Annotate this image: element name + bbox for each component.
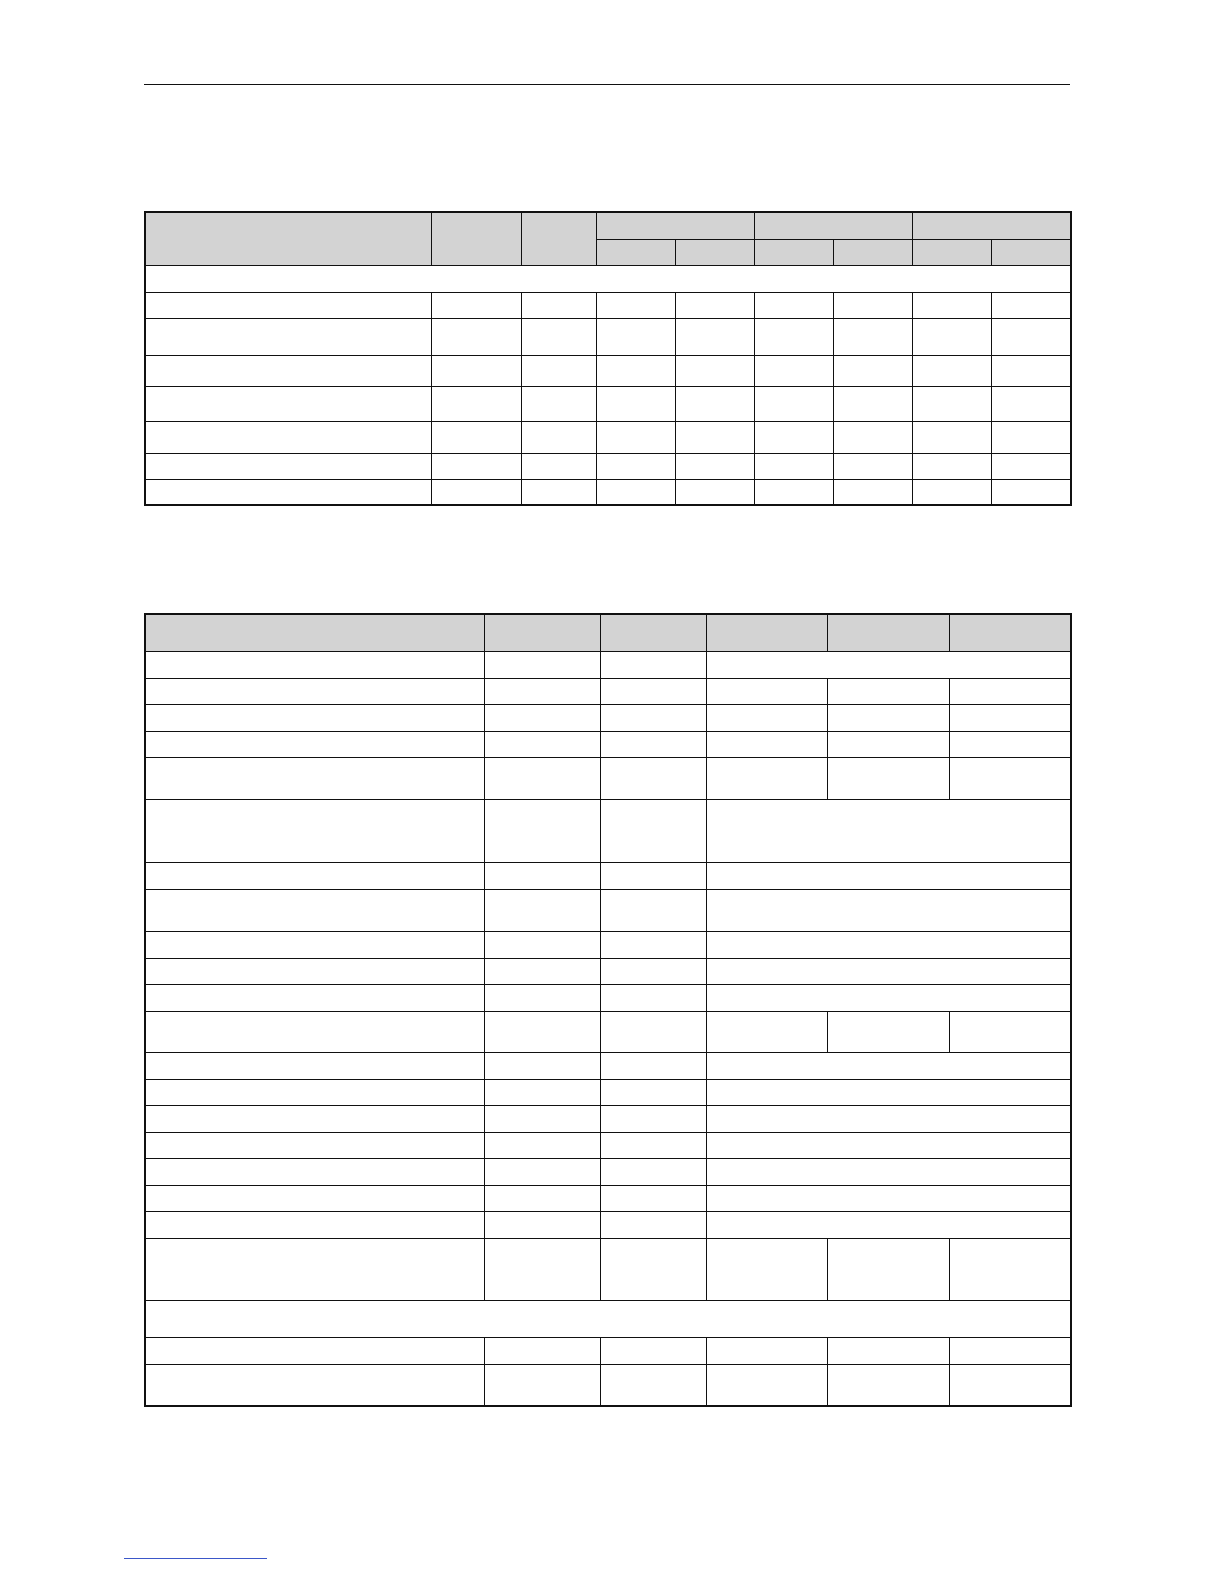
table-merged-cell	[706, 1185, 1071, 1211]
table-cell	[827, 678, 949, 704]
table-cell	[991, 386, 1071, 421]
table-cell	[991, 453, 1071, 479]
table-2-header-cell	[600, 614, 706, 651]
table-cell	[145, 651, 484, 678]
table-cell	[596, 355, 675, 386]
table-cell	[145, 799, 484, 862]
table-cell	[912, 421, 991, 453]
table-cell	[600, 862, 706, 889]
table-cell	[484, 757, 600, 799]
table-cell	[145, 1364, 484, 1406]
table-cell	[484, 1158, 600, 1185]
table-row	[145, 958, 1071, 984]
table-cell	[145, 731, 484, 757]
table-cell	[949, 1011, 1071, 1052]
table-cell	[145, 1011, 484, 1052]
table-cell	[991, 318, 1071, 355]
table-cell	[145, 757, 484, 799]
table-cell	[833, 453, 912, 479]
table-cell	[484, 1079, 600, 1105]
table-cell	[949, 704, 1071, 731]
table-1-group-header	[912, 212, 1071, 239]
table-row	[145, 678, 1071, 704]
table-cell	[521, 421, 596, 453]
table-cell	[145, 292, 431, 318]
table-row	[145, 862, 1071, 889]
table-cell	[600, 1364, 706, 1406]
table-cell	[600, 651, 706, 678]
table-row	[145, 386, 1071, 421]
table-cell	[484, 1052, 600, 1079]
table-cell	[484, 1105, 600, 1132]
table-cell	[596, 479, 675, 505]
table-row	[145, 889, 1071, 931]
table-cell	[145, 386, 431, 421]
table-merged-cell	[706, 958, 1071, 984]
table-cell	[145, 421, 431, 453]
table-cell	[145, 704, 484, 731]
table-1-group-header	[754, 212, 912, 239]
specification-table-1	[144, 211, 1072, 506]
table-cell	[596, 386, 675, 421]
table-cell	[833, 355, 912, 386]
table-cell	[827, 757, 949, 799]
table-cell	[484, 1238, 600, 1300]
table-cell	[600, 984, 706, 1011]
table-cell	[484, 704, 600, 731]
table-cell	[600, 1238, 706, 1300]
table-cell	[484, 1364, 600, 1406]
table-2-header-cell	[706, 614, 827, 651]
table-cell	[521, 318, 596, 355]
table-row	[145, 984, 1071, 1011]
table-cell	[484, 731, 600, 757]
table-cell	[949, 1238, 1071, 1300]
table-cell	[484, 1337, 600, 1364]
table-cell	[754, 479, 833, 505]
table-cell	[600, 757, 706, 799]
table-cell	[145, 1132, 484, 1158]
table-cell	[675, 355, 754, 386]
table-cell	[596, 421, 675, 453]
table-cell	[484, 931, 600, 958]
table-cell	[706, 1337, 827, 1364]
table-cell	[912, 386, 991, 421]
table-cell	[145, 678, 484, 704]
table-cell	[145, 958, 484, 984]
table-row	[145, 1132, 1071, 1158]
table-1-section-cell	[145, 265, 1071, 292]
table-merged-cell	[706, 1132, 1071, 1158]
table-1-subheader-cell	[675, 239, 754, 265]
table-cell	[754, 386, 833, 421]
table-cell	[827, 704, 949, 731]
table-cell	[600, 1337, 706, 1364]
table-cell	[145, 1238, 484, 1300]
table-cell	[833, 479, 912, 505]
table-cell	[145, 1158, 484, 1185]
table-cell	[145, 1185, 484, 1211]
table-2-header-cell	[949, 614, 1071, 651]
table-cell	[431, 421, 521, 453]
table-cell	[596, 318, 675, 355]
table-cell	[754, 421, 833, 453]
table-cell	[431, 479, 521, 505]
table-cell	[600, 1105, 706, 1132]
table-cell	[145, 1105, 484, 1132]
footer-link-rule	[124, 1558, 267, 1559]
table-cell	[600, 799, 706, 862]
table-cell	[431, 355, 521, 386]
table-cell	[484, 984, 600, 1011]
table-cell	[431, 318, 521, 355]
table-row	[145, 704, 1071, 731]
table-cell	[521, 479, 596, 505]
table-row	[145, 479, 1071, 505]
table-cell	[596, 292, 675, 318]
table-cell	[600, 931, 706, 958]
table-1-subheader-cell	[833, 239, 912, 265]
table-cell	[484, 651, 600, 678]
table-cell	[949, 1337, 1071, 1364]
table-1-header-cell	[521, 212, 596, 265]
table-cell	[912, 479, 991, 505]
header-rule	[144, 84, 1070, 85]
table-row	[145, 731, 1071, 757]
table-row	[145, 355, 1071, 386]
table-row	[145, 292, 1071, 318]
table-2-header-cell	[145, 614, 484, 651]
table-cell	[484, 678, 600, 704]
table-cell	[833, 421, 912, 453]
table-cell	[827, 1337, 949, 1364]
table-merged-cell	[706, 1211, 1071, 1238]
table-cell	[675, 318, 754, 355]
table-cell	[949, 678, 1071, 704]
table-row	[145, 1052, 1071, 1079]
table-cell	[145, 984, 484, 1011]
table-row	[145, 1011, 1071, 1052]
table-cell	[706, 678, 827, 704]
table-cell	[145, 479, 431, 505]
table-cell	[912, 355, 991, 386]
table-cell	[949, 1364, 1071, 1406]
table-cell	[827, 1364, 949, 1406]
table-row	[145, 1211, 1071, 1238]
table-merged-cell	[706, 1158, 1071, 1185]
table-cell	[600, 1185, 706, 1211]
table-cell	[600, 1158, 706, 1185]
table-merged-cell	[706, 1052, 1071, 1079]
table-row	[145, 1337, 1071, 1364]
table-cell	[600, 1052, 706, 1079]
table-cell	[833, 386, 912, 421]
table-cell	[706, 1364, 827, 1406]
table-cell	[706, 1011, 827, 1052]
table-cell	[706, 704, 827, 731]
table-merged-cell	[706, 931, 1071, 958]
table-cell	[949, 757, 1071, 799]
table-2-header-row	[145, 614, 1071, 651]
table-1-header-cell	[431, 212, 521, 265]
table-1-subheader-cell	[596, 239, 675, 265]
table-cell	[833, 292, 912, 318]
table-cell	[521, 453, 596, 479]
table-cell	[145, 318, 431, 355]
table-row	[145, 1364, 1071, 1406]
table-cell	[991, 355, 1071, 386]
table-row	[145, 1158, 1071, 1185]
table-cell	[600, 889, 706, 931]
table-cell	[145, 931, 484, 958]
table-merged-cell	[706, 889, 1071, 931]
table-cell	[600, 958, 706, 984]
table-cell	[145, 453, 431, 479]
table-cell	[431, 386, 521, 421]
table-cell	[145, 862, 484, 889]
table-cell	[484, 799, 600, 862]
table-cell	[484, 1132, 600, 1158]
table-2-header-cell	[827, 614, 949, 651]
table-row	[145, 1079, 1071, 1105]
table-cell	[754, 292, 833, 318]
table-cell	[675, 292, 754, 318]
table-merged-cell	[706, 1079, 1071, 1105]
table-row	[145, 1105, 1071, 1132]
table-merged-cell	[706, 651, 1071, 678]
table-2-section-row	[145, 1300, 1071, 1337]
table-row	[145, 453, 1071, 479]
table-cell	[600, 1211, 706, 1238]
table-cell	[706, 757, 827, 799]
table-cell	[827, 1238, 949, 1300]
table-cell	[145, 889, 484, 931]
table-cell	[827, 731, 949, 757]
table-row	[145, 799, 1071, 862]
table-cell	[675, 386, 754, 421]
table-cell	[949, 731, 1071, 757]
table-1-group-header	[596, 212, 754, 239]
table-cell	[484, 958, 600, 984]
table-cell	[912, 292, 991, 318]
table-merged-cell	[706, 984, 1071, 1011]
table-cell	[521, 292, 596, 318]
table-cell	[596, 453, 675, 479]
table-cell	[675, 453, 754, 479]
table-cell	[521, 355, 596, 386]
table-cell	[912, 453, 991, 479]
table-cell	[706, 1238, 827, 1300]
table-row	[145, 1238, 1071, 1300]
table-cell	[145, 355, 431, 386]
table-cell	[991, 479, 1071, 505]
table-cell	[991, 292, 1071, 318]
table-cell	[706, 731, 827, 757]
table-row	[145, 757, 1071, 799]
table-cell	[600, 1079, 706, 1105]
table-cell	[484, 1211, 600, 1238]
table-1-subheader-cell	[991, 239, 1071, 265]
table-cell	[431, 453, 521, 479]
table-cell	[521, 386, 596, 421]
table-cell	[675, 421, 754, 453]
table-1-subheader-cell	[912, 239, 991, 265]
table-cell	[145, 1052, 484, 1079]
table-row	[145, 651, 1071, 678]
table-cell	[145, 1211, 484, 1238]
table-cell	[754, 318, 833, 355]
table-merged-cell	[706, 799, 1071, 862]
table-cell	[600, 704, 706, 731]
table-cell	[991, 421, 1071, 453]
table-cell	[145, 1079, 484, 1105]
table-1-section-row	[145, 265, 1071, 292]
table-2-section-cell	[145, 1300, 1071, 1337]
table-1-subheader-cell	[754, 239, 833, 265]
table-cell	[600, 731, 706, 757]
table-row	[145, 931, 1071, 958]
table-1-header-cell	[145, 212, 431, 265]
table-cell	[484, 1011, 600, 1052]
table-cell	[484, 862, 600, 889]
table-cell	[675, 479, 754, 505]
table-cell	[833, 318, 912, 355]
specification-table-2	[144, 613, 1072, 1407]
table-row	[145, 1185, 1071, 1211]
table-row	[145, 421, 1071, 453]
table-merged-cell	[706, 1105, 1071, 1132]
table-1-header-row	[145, 212, 1071, 239]
table-cell	[600, 678, 706, 704]
table-cell	[484, 1185, 600, 1211]
table-cell	[484, 889, 600, 931]
table-cell	[754, 355, 833, 386]
table-merged-cell	[706, 862, 1071, 889]
table-cell	[754, 453, 833, 479]
table-cell	[827, 1011, 949, 1052]
table-cell	[912, 318, 991, 355]
table-cell	[600, 1011, 706, 1052]
table-cell	[431, 292, 521, 318]
table-2-header-cell	[484, 614, 600, 651]
table-cell	[600, 1132, 706, 1158]
table-cell	[145, 1337, 484, 1364]
table-row	[145, 318, 1071, 355]
